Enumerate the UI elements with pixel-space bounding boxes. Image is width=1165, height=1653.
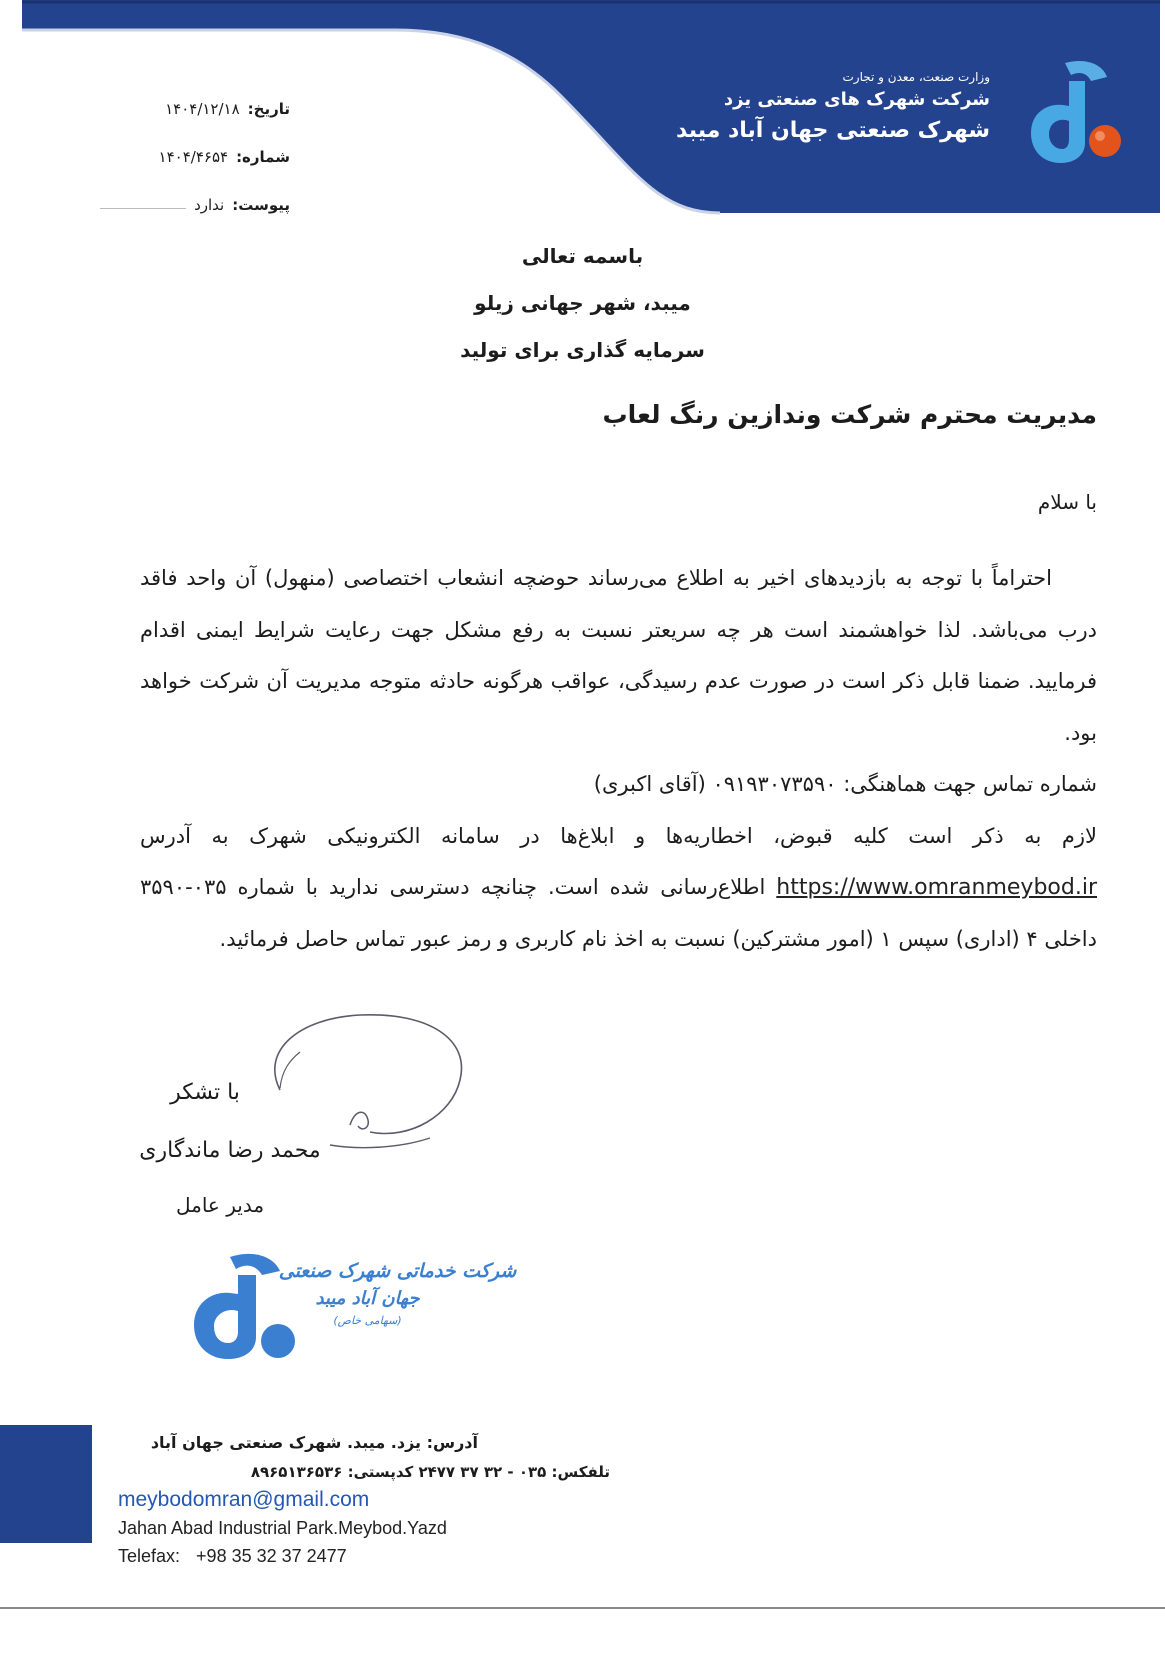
portal-link[interactable]: https://www.omranmeybod.ir <box>776 875 1097 900</box>
footer-telefax <box>118 1542 638 1570</box>
slogan-city: میبد، شهر جهانی زیلو <box>474 291 691 315</box>
footer-brand-block <box>0 1425 92 1543</box>
number-label: شماره: <box>236 148 290 166</box>
ministry-name: وزارت صنعت، معدن و تجارت <box>842 70 990 84</box>
stamp-company-name: شرکت خدماتی شهرک صنعتی <box>278 1260 517 1282</box>
invocation: باسمه تعالی <box>521 244 644 268</box>
date-row <box>100 85 290 133</box>
slogan-year: سرمایه گذاری برای تولید <box>460 338 705 362</box>
signer-name: محمد رضا ماندگاری <box>139 1138 321 1163</box>
recipient: مدیریت محترم شرکت وندازین رنگ لعاب <box>602 400 1097 429</box>
telefax-number: +98 35 32 37 2477 <box>196 1546 347 1566</box>
letter-meta <box>100 85 290 229</box>
attachment-value: ندارد <box>194 196 225 214</box>
footer-park-name: Jahan Abad Industrial Park.Meybod.Yazd <box>118 1518 447 1538</box>
date-label: تاریخ: <box>247 100 290 118</box>
industrial-park-logo-icon <box>1025 55 1125 170</box>
stamp-company-type: (سهامی خاص) <box>333 1314 402 1327</box>
attachment-label: پیوست: <box>232 196 290 214</box>
footer <box>118 1428 638 1570</box>
letter-body <box>140 553 1097 965</box>
body-paragraph-1: احتراماً با توجه به بازدیدهای اخیر به اطلاع می‌رساند حوضچه انشعاب اختصاصی (منهول) آن واحد فاقد درب می‌باشد. لذا خواهشمند است هر چه سریعتر نسبت به رفع مشکل جهت رعایت شرایط ایمنی اقدام فرمایید. ضمنا قابل ذکر است در صورت عدم رسیدگی، عواقب هرگونه حادثه متوجه مدیریت آن شرکت خواهد بود. <box>140 566 1097 745</box>
number-value: ۱۴۰۴/۴۶۵۴ <box>158 148 229 166</box>
organization-header <box>570 68 990 148</box>
closing-text: با تشکر <box>170 1080 240 1105</box>
company-meybod-name: شهرک صنعتی جهان آباد میبد <box>676 118 990 143</box>
company-stamp <box>240 1257 555 1329</box>
stamp-company-place: جهان آباد میبد <box>315 1288 420 1309</box>
footer-email[interactable]: meybodomran@gmail.com <box>118 1488 370 1511</box>
company-yazd-name: شرکت شهرک های صنعتی یزد <box>723 89 990 110</box>
body-paragraph-3 <box>140 811 1097 966</box>
telefax-label: Telefax: <box>118 1546 181 1566</box>
letter-headings <box>0 233 1165 374</box>
bottom-divider <box>0 1607 1165 1609</box>
date-value: ۱۴۰۴/۱۲/۱۸ <box>165 100 240 118</box>
attachment-underline <box>100 208 186 209</box>
attachment-row <box>100 181 290 229</box>
paragraph-3-part-2: اطلاع‌رسانی شده است. چنانچه دسترسی ندارید با شماره ۰۳۵-۳۵۹۰ داخلی ۴ (اداری) سپس ۱ (امور مشترکین) نسبت به اخذ نام کاربری و رمز عبور تماس حاصل فرمائید. <box>140 875 1097 951</box>
paragraph-3-part-1: لازم به ذکر است کلیه قبوض، اخطاریه‌ها و ابلاغ‌ها در سامانه الکترونیکی شهرک به آدرس <box>140 823 1097 848</box>
footer-address: آدرس: یزد. میبد. شهرک صنعتی جهان آباد <box>150 1433 478 1452</box>
greeting: با سلام <box>1037 490 1097 514</box>
number-row <box>100 133 290 181</box>
signer-title: مدیر عامل <box>175 1193 265 1217</box>
contact-line: شماره تماس جهت هماهنگی: ۰۹۱۹۳۰۷۳۵۹۰ (آقای اکبری) <box>593 772 1097 796</box>
footer-phone: تلفکس: ۰۳۵ - ۳۲ ۳۷ ۲۴۷۷ کدپستی: ۸۹۶۵۱۳۶۵۳۶ <box>250 1463 610 1481</box>
